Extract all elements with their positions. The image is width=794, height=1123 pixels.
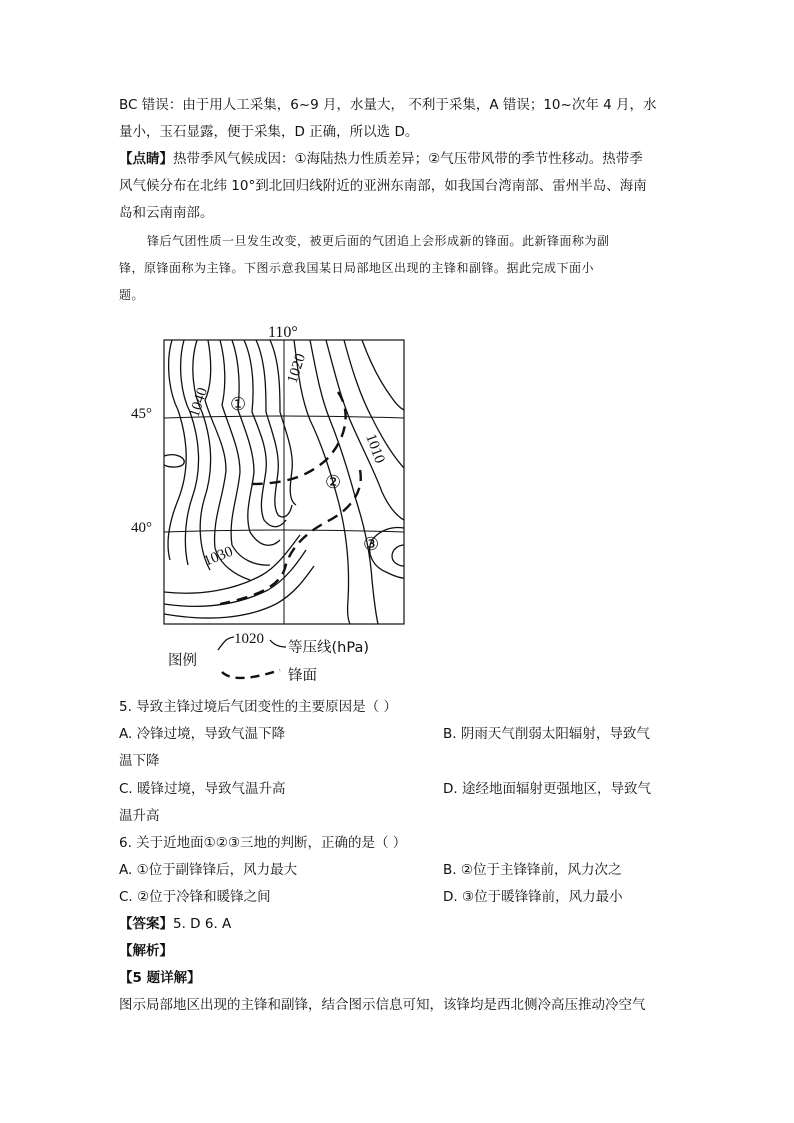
isobar-label-1030: 1030 xyxy=(201,543,236,570)
isobar-line xyxy=(392,545,404,566)
q5-option-c: C. 暖锋过境，导致气温升高 xyxy=(119,781,286,797)
legend-isobar-tail xyxy=(270,640,286,647)
q6-option-b: B. ②位于主锋锋前，风力次之 xyxy=(443,862,622,878)
tip-line-2: 风气候分布在北纬 10°到北回归线附近的亚洲东南部，如我国台湾南部、雷州半岛、海南 xyxy=(119,178,647,194)
tip-line-3: 岛和云南南部。 xyxy=(119,205,214,221)
q5-option-d-cont: 温升高 xyxy=(119,808,160,824)
legend-isobar-value: 1020 xyxy=(234,631,264,647)
legend-front-sample xyxy=(222,670,280,678)
answer-line xyxy=(119,914,231,934)
isobar-loop xyxy=(164,455,184,467)
q5-stem: 5. 导致主锋过境后气团变性的主要原因是（ ） xyxy=(119,699,397,715)
answer-label: 【答案】 xyxy=(119,916,173,932)
q6-option-d: D. ③位于暖锋锋前，风力最小 xyxy=(443,889,623,905)
q5-option-b: B. 阴雨天气削弱太阳辐射，导致气 xyxy=(443,726,650,742)
isobar-line xyxy=(220,340,270,565)
isobar-line xyxy=(232,340,280,545)
q5-option-a: A. 冷锋过境，导致气温下降 xyxy=(119,726,286,742)
isobar-label-1010: 1010 xyxy=(362,431,388,466)
isobar-line xyxy=(310,340,378,624)
tip-label: 【点睛】 xyxy=(119,151,173,167)
intro-line-3: 题。 xyxy=(119,288,145,302)
isobar-line xyxy=(168,340,186,560)
point-2: ② xyxy=(325,472,342,492)
answer-text: 5. D 6. A xyxy=(173,916,232,932)
isobar-label-1040: 1040 xyxy=(186,385,212,420)
q6-option-a: A. ①位于副锋锋后，风力最大 xyxy=(119,862,298,878)
prev-answer-line-2: 量小，玉石显露，便于采集，D 正确，所以选 D。 xyxy=(119,124,419,140)
point-3: ③ xyxy=(363,534,380,554)
fronts xyxy=(220,392,361,604)
secondary-front xyxy=(250,392,346,484)
q5-option-b-cont: 温下降 xyxy=(119,753,160,769)
q6-stem: 6. 关于近地面①②③三地的判断，正确的是（ ） xyxy=(119,835,407,851)
q5-option-d: D. 途经地面辐射更强地区，导致气 xyxy=(443,781,651,797)
intro-line-2: 锋，原锋面称为主锋。下图示意我国某日局部地区出现的主锋和副锋。据此完成下面小 xyxy=(119,261,595,275)
legend-title: 图例 xyxy=(168,653,197,669)
q6-option-c: C. ②位于冷锋和暖锋之间 xyxy=(119,889,271,905)
isobar-label-1020: 1020 xyxy=(284,351,310,386)
prev-answer-line-1: BC 错误：由于用人工采集，6~9 月，水量大， 不利于采集，A 错误；10~次年 4 月，水 xyxy=(119,97,657,113)
legend-front-label: 锋面 xyxy=(288,668,317,684)
point-1: ① xyxy=(230,394,247,414)
legend-isobar-sample xyxy=(218,637,234,650)
analysis-label: 【解析】 xyxy=(119,943,173,959)
isobar-line xyxy=(362,340,404,410)
isobar-line xyxy=(164,566,314,618)
detail-line-1: 图示局部地区出现的主锋和副锋，结合图示信息可知，该锋均是西北侧冷高压推动冷空气 xyxy=(119,997,646,1013)
detail-label: 【5 题详解】 xyxy=(119,970,201,986)
lat-40-label: 40° xyxy=(131,520,152,536)
longitude-label: 110° xyxy=(268,324,298,341)
isobar-line xyxy=(244,340,286,527)
isobar-line xyxy=(326,340,404,520)
legend-isobar-label: 等压线(hPa) xyxy=(288,640,369,656)
intro-line-1: 锋后气团性质一旦发生改变，被更后面的气团追上会形成新的锋面。此新锋面称为副 xyxy=(147,234,610,248)
isobar-line xyxy=(256,340,292,517)
lat-45-label: 45° xyxy=(131,406,152,422)
tip-text-1: 热带季风气候成因：①海陆热力性质差异；②气压带风带的季节性移动。热带季 xyxy=(173,151,643,167)
isobar-line xyxy=(193,340,211,570)
